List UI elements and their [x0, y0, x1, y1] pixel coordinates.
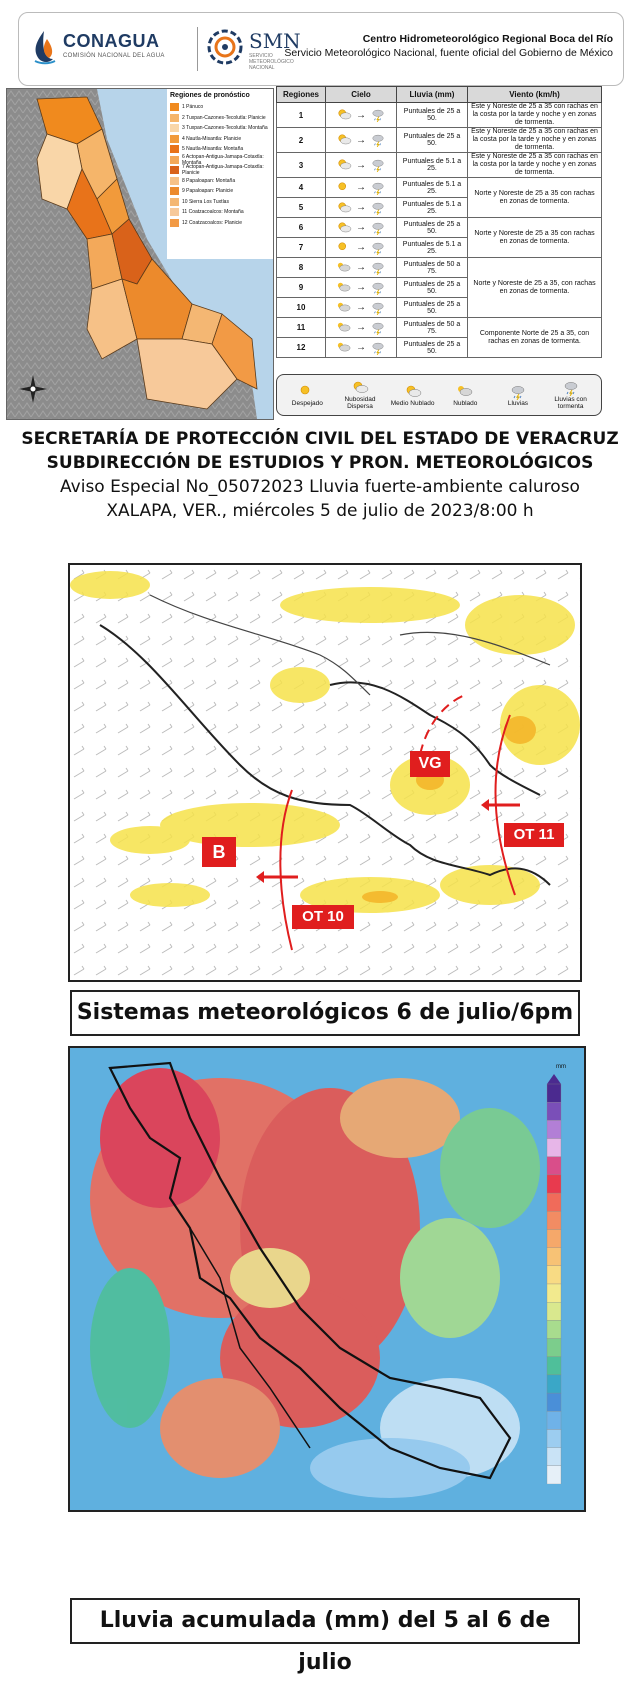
legend-swatch [170, 145, 179, 153]
rain-cell: Puntuales de 50 a 75. [397, 318, 468, 338]
rain-cell: Puntuales de 25 a 50. [397, 128, 468, 153]
legend-swatch [170, 219, 179, 227]
table-row [277, 178, 602, 198]
sky-legend-item [335, 380, 385, 410]
table-row [277, 153, 602, 178]
sky-to-icon [370, 341, 386, 355]
forecast-table-header [277, 87, 602, 103]
smn-logo-icon [205, 27, 245, 67]
legend-item [170, 176, 270, 187]
sky-from-icon [336, 181, 352, 195]
legend-label: 2 Tuxpan-Cazones-Tecolutla: Planicie [182, 114, 266, 121]
legend-label: 10 Sierra Los Tuxtlas [182, 198, 229, 205]
label-low-pressure: B [202, 837, 236, 867]
legend-item [170, 165, 270, 176]
sky-to-icon [370, 221, 386, 235]
sky-to-icon [370, 158, 386, 172]
rain-cell: Puntuales de 5.1 a 25. [397, 153, 468, 178]
legend-swatch [170, 156, 179, 164]
legend-swatch [170, 187, 179, 195]
label-ot10: OT 10 [292, 905, 354, 929]
sky-cell [326, 338, 397, 358]
rain-cell: Puntuales de 25 a 50. [397, 298, 468, 318]
conagua-subtitle: COMISIÓN NACIONAL DEL AGUA [63, 53, 165, 59]
legend-label: 6 Actopan-Antigua-Jamapa-Cotaxtla: Montaña [182, 153, 264, 166]
heading-line3: Aviso Especial No_05072023 Lluvia fuerte-ambiente caluroso [60, 477, 580, 497]
legend-item [170, 186, 270, 197]
header-lluvia: Lluvia (mm) [397, 87, 468, 103]
header-divider [197, 27, 198, 71]
label-vg: VG [410, 751, 450, 777]
heading-line4: XALAPA, VER., miércoles 5 de julio de 2023/8:00 h [106, 501, 534, 521]
rain-map-caption: Lluvia acumulada (mm) del 5 al 6 de julio [70, 1598, 580, 1644]
arrow-right-icon: → [356, 182, 366, 193]
forecast-table [276, 86, 602, 358]
legend-swatch [170, 124, 179, 132]
legend-swatch [170, 208, 179, 216]
sun-small-cloud-icon [350, 380, 370, 396]
sky-legend-item [388, 384, 438, 407]
legend-label: 5 Nautla-Misantla: Montaña [182, 146, 244, 153]
sky-cell [326, 198, 397, 218]
sky-legend-label: Nubosidad Dispersa [344, 396, 376, 410]
sky-legend-item [546, 380, 596, 410]
systems-map-caption: Sistemas meteorológicos 6 de julio/6pm [70, 990, 580, 1036]
conagua-logo-icon [29, 29, 59, 65]
region-number-cell: 8 [277, 258, 326, 278]
sky-legend-label: Medio Nublado [390, 399, 435, 407]
sky-from-icon [336, 201, 352, 215]
wind-cell: Norte y Noreste de 25 a 35, con rachas en zonas de tormenta. [468, 258, 602, 318]
wind-cell: Este y Noreste de 25 a 35 con rachas en la costa por la tarde y noche y en zonas de tormenta. [468, 128, 602, 153]
sky-to-icon [370, 133, 386, 147]
legend-item [170, 102, 270, 113]
legend-label: 12 Coatzacoalcos: Planicie [182, 219, 243, 226]
arrow-right-icon: → [356, 262, 366, 273]
arrow-right-icon: → [356, 282, 366, 293]
legend-label: 4 Nautla-Misantla: Planicie [182, 135, 242, 142]
arrow-right-icon: → [356, 302, 366, 313]
sky-legend-label: Despejado [291, 399, 323, 407]
header-regiones: Regiones [277, 87, 326, 103]
legend-item [170, 218, 270, 229]
sky-to-icon [370, 261, 386, 275]
sky-cell [326, 178, 397, 198]
header-cielo: Cielo [326, 87, 397, 103]
sky-legend-label: Lluvias con tormenta [554, 396, 587, 410]
regions-map [6, 88, 274, 420]
table-row [277, 128, 602, 153]
region-number-cell: 7 [277, 238, 326, 258]
region-number-cell: 12 [277, 338, 326, 358]
legend-label: 8 Papaloapan: Montaña [182, 177, 236, 184]
sky-cell [326, 318, 397, 338]
table-row [277, 258, 602, 278]
rain-cell: Puntuales de 5.1 a 25. [397, 238, 468, 258]
sky-to-icon [370, 241, 386, 255]
wind-cell: Este y Noreste de 25 a 35 con rachas en la costa por la tarde y noche y en zonas de tormenta. [468, 153, 602, 178]
heading-line2: SUBDIRECCIÓN DE ESTUDIOS Y PRON. METEOROLÓGICOS [46, 453, 594, 473]
sky-from-icon [336, 321, 352, 335]
arrow-right-icon: → [356, 202, 366, 213]
region-number-cell: 4 [277, 178, 326, 198]
rain-cell: Puntuales de 25 a 50. [397, 278, 468, 298]
table-row [277, 218, 602, 238]
sky-from-icon [336, 221, 352, 235]
rain-cell: Puntuales de 25 a 50. [397, 338, 468, 358]
rain-cell: Puntuales de 50 a 75. [397, 258, 468, 278]
sky-legend-item [440, 384, 490, 407]
sky-to-icon [370, 321, 386, 335]
sky-from-icon [336, 133, 352, 147]
arrow-right-icon: → [356, 109, 366, 121]
legend-swatch [170, 166, 179, 174]
sky-legend-label: Lluvias [507, 399, 529, 407]
legend-label: 1 Pánuco [182, 104, 204, 111]
rain-scale [546, 1064, 576, 1484]
legend-swatch [170, 198, 179, 206]
sky-from-icon [336, 341, 352, 355]
sun-cloud-icon [403, 384, 423, 400]
arrow-right-icon: → [356, 134, 366, 146]
legend-label: 11 Coatzacoalcos: Montaña [182, 209, 244, 216]
arrow-right-icon: → [356, 159, 366, 171]
legend-swatch [170, 103, 179, 111]
sky-cell [326, 238, 397, 258]
label-ot11: OT 11 [504, 823, 564, 847]
region-number-cell: 1 [277, 103, 326, 128]
header-viento: Viento (km/h) [468, 87, 602, 103]
sky-cell [326, 153, 397, 178]
sky-legend-label: Nublado [453, 399, 478, 407]
wind-cell: Componente Norte de 25 a 35, con rachas en zonas de tormenta. [468, 318, 602, 358]
sky-legend-item [493, 384, 543, 407]
rain-scale-title: mm [556, 1064, 566, 1070]
header-banner [18, 12, 624, 86]
notice-heading [0, 427, 640, 523]
sky-from-icon [336, 281, 352, 295]
legend-swatch [170, 135, 179, 143]
legend-item [170, 207, 270, 218]
center-title-line2: Servicio Meteorológico Nacional, fuente oficial del Gobierno de México [284, 47, 613, 59]
arrow-right-icon: → [356, 322, 366, 333]
sky-cell [326, 128, 397, 153]
region-number-cell: 5 [277, 198, 326, 218]
wind-cell: Norte y Noreste de 25 a 35 con rachas en zonas de tormenta. [468, 178, 602, 218]
table-row [277, 318, 602, 338]
arrow-right-icon: → [356, 242, 366, 253]
legend-label: 3 Tuxpan-Cazones-Tecolutla: Montaña [182, 125, 268, 132]
regions-legend-title: Regiones de pronóstico [170, 92, 250, 99]
conagua-logo [29, 27, 189, 71]
sky-to-icon [370, 108, 386, 122]
sky-to-icon [370, 181, 386, 195]
sky-to-icon [370, 201, 386, 215]
region-number-cell: 2 [277, 128, 326, 153]
sky-legend [276, 374, 602, 416]
legend-item [170, 123, 270, 134]
arrow-right-icon: → [356, 342, 366, 353]
sky-legend-item [282, 384, 332, 407]
rain-cell: Puntuales de 25 a 50. [397, 103, 468, 128]
sky-cell [326, 298, 397, 318]
systems-map [68, 563, 582, 982]
legend-label: 7 Actopan-Antigua-Jamapa-Cotaxtla: Planicie [182, 164, 264, 177]
region-number-cell: 3 [277, 153, 326, 178]
cloud-sun-icon [455, 384, 475, 400]
sky-cell [326, 278, 397, 298]
sky-from-icon [336, 241, 352, 255]
rain-map [68, 1046, 586, 1512]
smn-title: SMN [249, 29, 301, 53]
conagua-title: CONAGUA [63, 31, 160, 51]
rain-cell: Puntuales de 5.1 a 25. [397, 178, 468, 198]
legend-item [170, 134, 270, 145]
rain-cell: Puntuales de 5.1 a 25. [397, 198, 468, 218]
legend-item [170, 113, 270, 124]
legend-label: 9 Papaloapan: Planicie [182, 188, 234, 195]
smn-subtitle: SERVICIO METEOROLÓGICO NACIONAL [249, 53, 294, 71]
rain-map-drawing [70, 1048, 584, 1510]
legend-item [170, 197, 270, 208]
heading-line1: SECRETARÍA DE PROTECCIÓN CIVIL DEL ESTADO DE VERACRUZ [21, 429, 619, 449]
rain-scale-bar [546, 1074, 576, 1484]
center-title-line1: Centro Hidrometeorológico Regional Boca del Río [362, 33, 613, 45]
region-number-cell: 11 [277, 318, 326, 338]
region-number-cell: 9 [277, 278, 326, 298]
sky-cell [326, 218, 397, 238]
sky-cell [326, 258, 397, 278]
storm-cloud-icon [561, 380, 581, 396]
legend-swatch [170, 177, 179, 185]
sky-from-icon [336, 158, 352, 172]
legend-swatch [170, 114, 179, 122]
arrow-right-icon: → [356, 222, 366, 233]
sky-to-icon [370, 301, 386, 315]
center-title [284, 33, 613, 59]
sky-from-icon [336, 261, 352, 275]
sky-from-icon [336, 108, 352, 122]
sky-cell [326, 103, 397, 128]
rain-cell: Puntuales de 25 a 50. [397, 218, 468, 238]
sky-to-icon [370, 281, 386, 295]
region-number-cell: 6 [277, 218, 326, 238]
table-row [277, 103, 602, 128]
wind-cell: Este y Noreste de 25 a 35 con rachas en la costa por la tarde y noche y en zonas de tormenta. [468, 103, 602, 128]
wind-cell: Norte y Noreste de 25 a 35 con rachas en zonas de tormenta. [468, 218, 602, 258]
sun-icon [297, 384, 317, 400]
region-number-cell: 10 [277, 298, 326, 318]
sky-from-icon [336, 301, 352, 315]
regions-legend [167, 89, 273, 259]
rain-cloud-icon [508, 384, 528, 400]
